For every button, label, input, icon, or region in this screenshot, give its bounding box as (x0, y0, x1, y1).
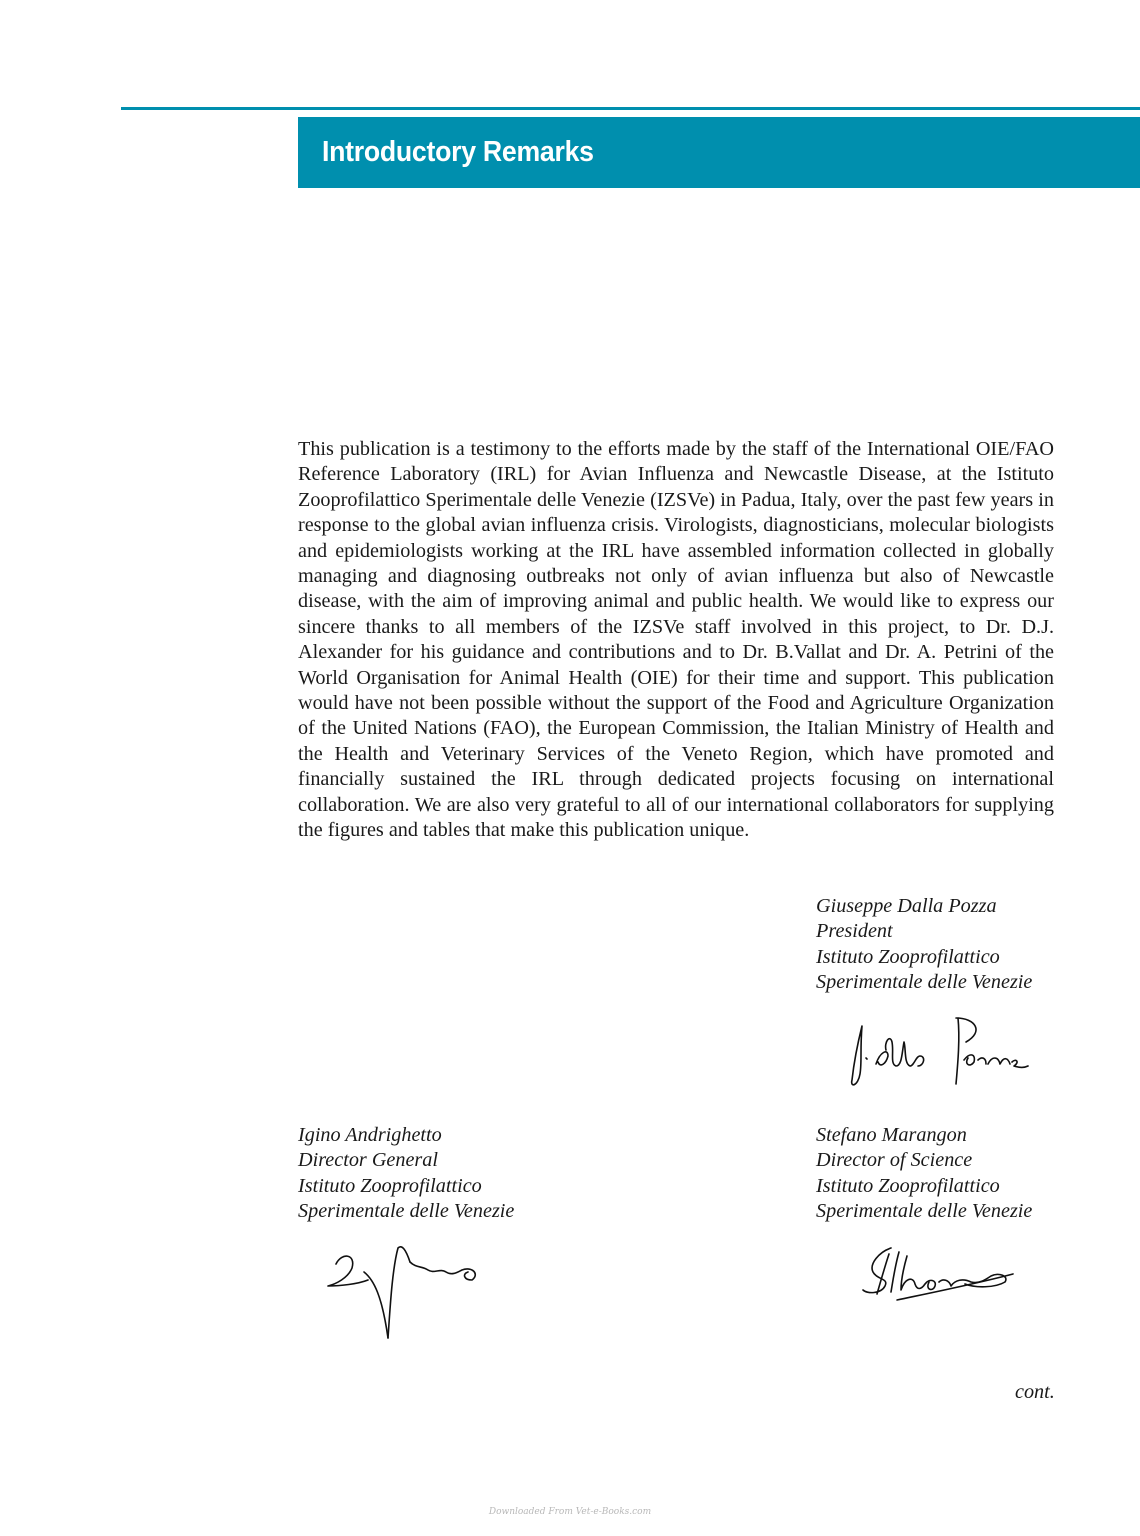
signatory-org: Sperimentale delle Venezie (816, 971, 1033, 994)
signatory-name: Stefano Marangon (816, 1124, 967, 1146)
signatory-org: Istituto Zooprofilattico (298, 1174, 482, 1197)
intro-paragraph: This publication is a testimony to the efforts made by the staff of the International OIE/FAO Reference Laboratory (IRL) for Avian Influenza and Newcastle Disease, at the Istituto Zooprofilattico Sperimentale delle Venezie (IZSVe) in Padua, Italy, over the past few years in response to the global avian influenza crisis. Virologists, diagnosticians, molecular biologists and epidemiologists working at the IRL have assembled information collected in globally managing and diagnosing outbreaks not only of avian influenza but also of Newcastle disease, with the aim of improving animal and public health. We would like to express our sincere thanks to all members of the IZSVe staff involved in this project, to Dr. D.J. Alexander for his guidance and contributions and to Dr. B.Vallat and Dr. A. Petrini of the World Organisation for Animal Health (OIE) for their time and support. This publication would have not been possible without the support of the Food and Agriculture Organization of the United Nations (FAO), the European Commission, the Italian Ministry of Health and the Health and Veterinary Services of the Veneto Region, which have promoted and financially sustained the IRL through dedicated projects focusing on international collaboration. We are also very grateful to all of our international collaborators for supplying the figures and tables that make this publication unique. (298, 438, 1054, 842)
signature-director-science (855, 1240, 1015, 1310)
signatory-org: Sperimentale delle Venezie (298, 1200, 515, 1223)
signatory-name: Igino Andrighetto (298, 1124, 442, 1146)
signatory-director-general (298, 1123, 514, 1225)
signature-director-general (322, 1240, 487, 1345)
signatory-role: President (816, 920, 893, 943)
signatory-role: Director of Science (816, 1149, 973, 1172)
signatory-org: Sperimentale delle Venezie (816, 1200, 1033, 1223)
continued-marker: cont. (1015, 1381, 1055, 1403)
signatory-name: Giuseppe Dalla Pozza (816, 895, 997, 917)
signature-president (840, 1012, 1030, 1092)
signatory-org: Istituto Zooprofilattico (816, 945, 1000, 968)
page-title: Introductory Remarks (322, 136, 594, 168)
download-watermark: Downloaded From Vet-e-Books.com (488, 1507, 652, 1517)
signatory-director-science (816, 1123, 1032, 1225)
header-rule (121, 107, 1140, 110)
section-title-bar (298, 117, 1140, 188)
signatory-president (816, 894, 1032, 996)
signatory-role: Director General (298, 1149, 438, 1172)
signatory-org: Istituto Zooprofilattico (816, 1174, 1000, 1197)
